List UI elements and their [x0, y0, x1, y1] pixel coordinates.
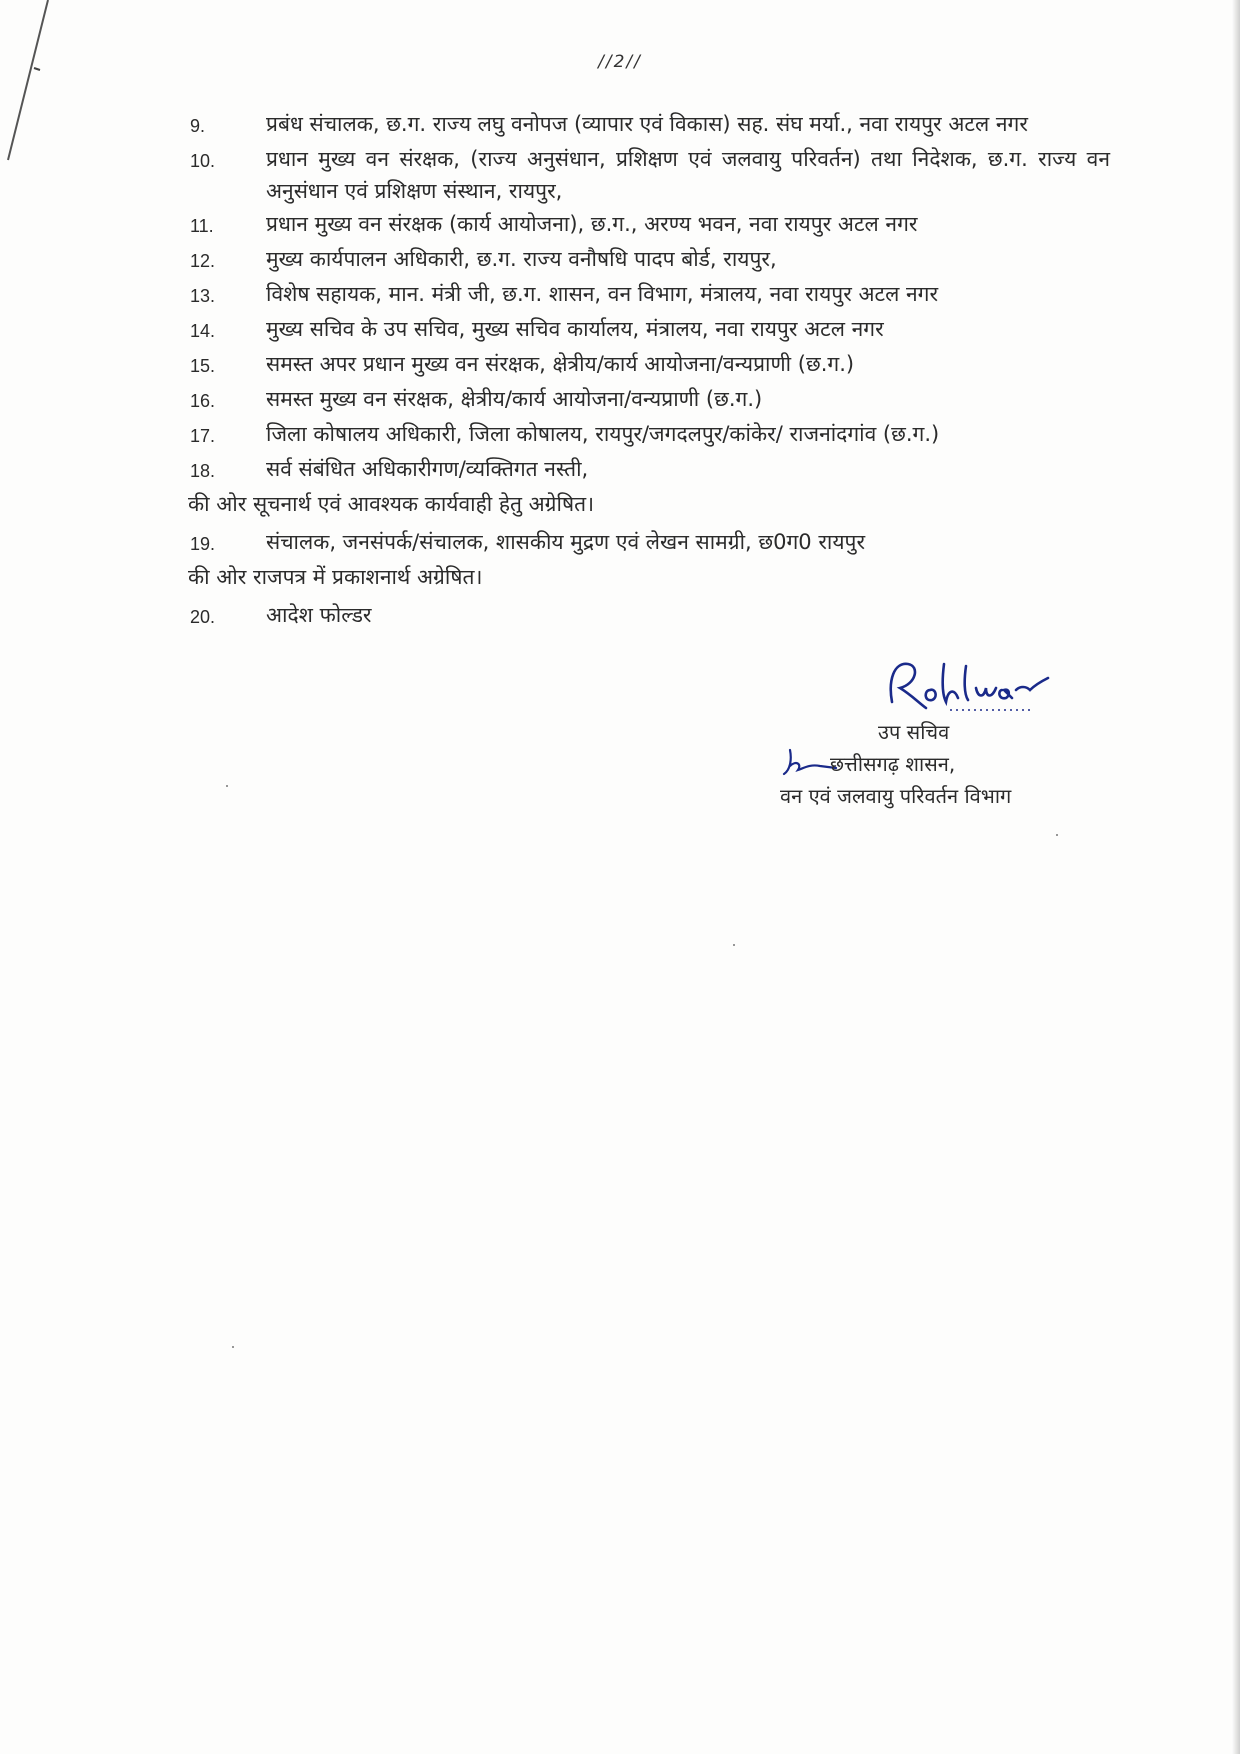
list-item [190, 278, 1110, 312]
forwarding-note: की ओर सूचनार्थ एवं आवश्यक कार्यवाही हेतु अग्रेषित। [188, 492, 595, 516]
list-item [190, 453, 1110, 487]
list-item [190, 383, 1110, 417]
list-item [190, 143, 1110, 207]
signatory-government: छत्तीसगढ़ शासन, [830, 752, 956, 776]
list-item [190, 526, 1110, 560]
item-text: मुख्य सचिव के उप सचिव, मुख्य सचिव कार्यालय, मंत्रालय, नवा रायपुर अटल नगर [266, 317, 884, 341]
item-text: जिला कोषालय अधिकारी, जिला कोषालय, रायपुर/जगदलपुर/कांकेर/ राजनांदगांव (छ.ग.) [266, 422, 940, 446]
item-number: 14. [190, 321, 216, 341]
item-number: 19. [190, 534, 216, 554]
scan-speck [1056, 834, 1058, 836]
list-item [190, 208, 1110, 242]
item-text: समस्त अपर प्रधान मुख्य वन संरक्षक, क्षेत्रीय/कार्य आयोजना/वन्यप्राणी (छ.ग.) [266, 352, 855, 376]
item-text: प्रधान मुख्य वन संरक्षक, (राज्य अनुसंधान, प्रशिक्षण एवं जलवायु परिवर्तन) तथा निदेशक, छ.ग. राज्य वन अनुसंधान एवं प्रशिक्षण संस्थान, रायपुर, [266, 147, 1110, 203]
list-item [190, 348, 1110, 382]
list-item [190, 313, 1110, 347]
distribution-list [190, 108, 1110, 634]
gazette-note: की ओर राजपत्र में प्रकाशनार्थ अग्रेषित। [188, 565, 483, 589]
item-number: 18. [190, 461, 216, 481]
handwritten-signature [880, 650, 1080, 720]
item-number: 16. [190, 391, 216, 411]
item-number: 12. [190, 251, 216, 271]
scan-speck [226, 785, 228, 787]
scan-edge-shadow [1232, 0, 1240, 1754]
item-number: 20. [190, 607, 216, 627]
item-number: 11. [190, 216, 214, 236]
item-number: 17. [190, 426, 216, 446]
item-text: समस्त मुख्य वन संरक्षक, क्षेत्रीय/कार्य आयोजना/वन्यप्राणी (छ.ग.) [266, 387, 763, 411]
signatory-designation: उप सचिव [878, 720, 950, 744]
list-item [190, 108, 1110, 142]
item-text: प्रधान मुख्य वन संरक्षक (कार्य आयोजना), छ.ग., अरण्य भवन, नवा रायपुर अटल नगर [266, 212, 918, 236]
item-number: 13. [190, 286, 216, 306]
item-text: विशेष सहायक, मान. मंत्री जी, छ.ग. शासन, वन विभाग, मंत्रालय, नवा रायपुर अटल नगर [266, 282, 939, 306]
page-number: //2// [598, 52, 642, 72]
list-item [190, 243, 1110, 277]
scan-speck [232, 1346, 234, 1348]
signature-block [760, 650, 1100, 820]
item-text: मुख्य कार्यपालन अधिकारी, छ.ग. राज्य वनौषधि पादप बोर्ड, रायपुर, [266, 247, 777, 271]
item-number: 9. [190, 116, 206, 136]
item-text: आदेश फोल्डर [266, 603, 372, 627]
item-text: सर्व संबंधित अधिकारीगण/व्यक्तिगत नस्ती, [266, 457, 589, 481]
scan-speck [733, 944, 735, 946]
scan-edge-mark [0, 0, 60, 200]
item-number: 10. [190, 151, 216, 171]
item-text: प्रबंध संचालक, छ.ग. राज्य लघु वनोपज (व्यापार एवं विकास) सह. संघ मर्या., नवा रायपुर अटल नगर [266, 112, 1028, 136]
item-number: 15. [190, 356, 216, 376]
list-item [190, 599, 1110, 633]
signatory-department: वन एवं जलवायु परिवर्तन विभाग [780, 784, 1012, 808]
list-item [190, 418, 1110, 452]
item-text: संचालक, जनसंपर्क/संचालक, शासकीय मुद्रण एवं लेखन सामग्री, छ0ग0 रायपुर [266, 530, 866, 554]
